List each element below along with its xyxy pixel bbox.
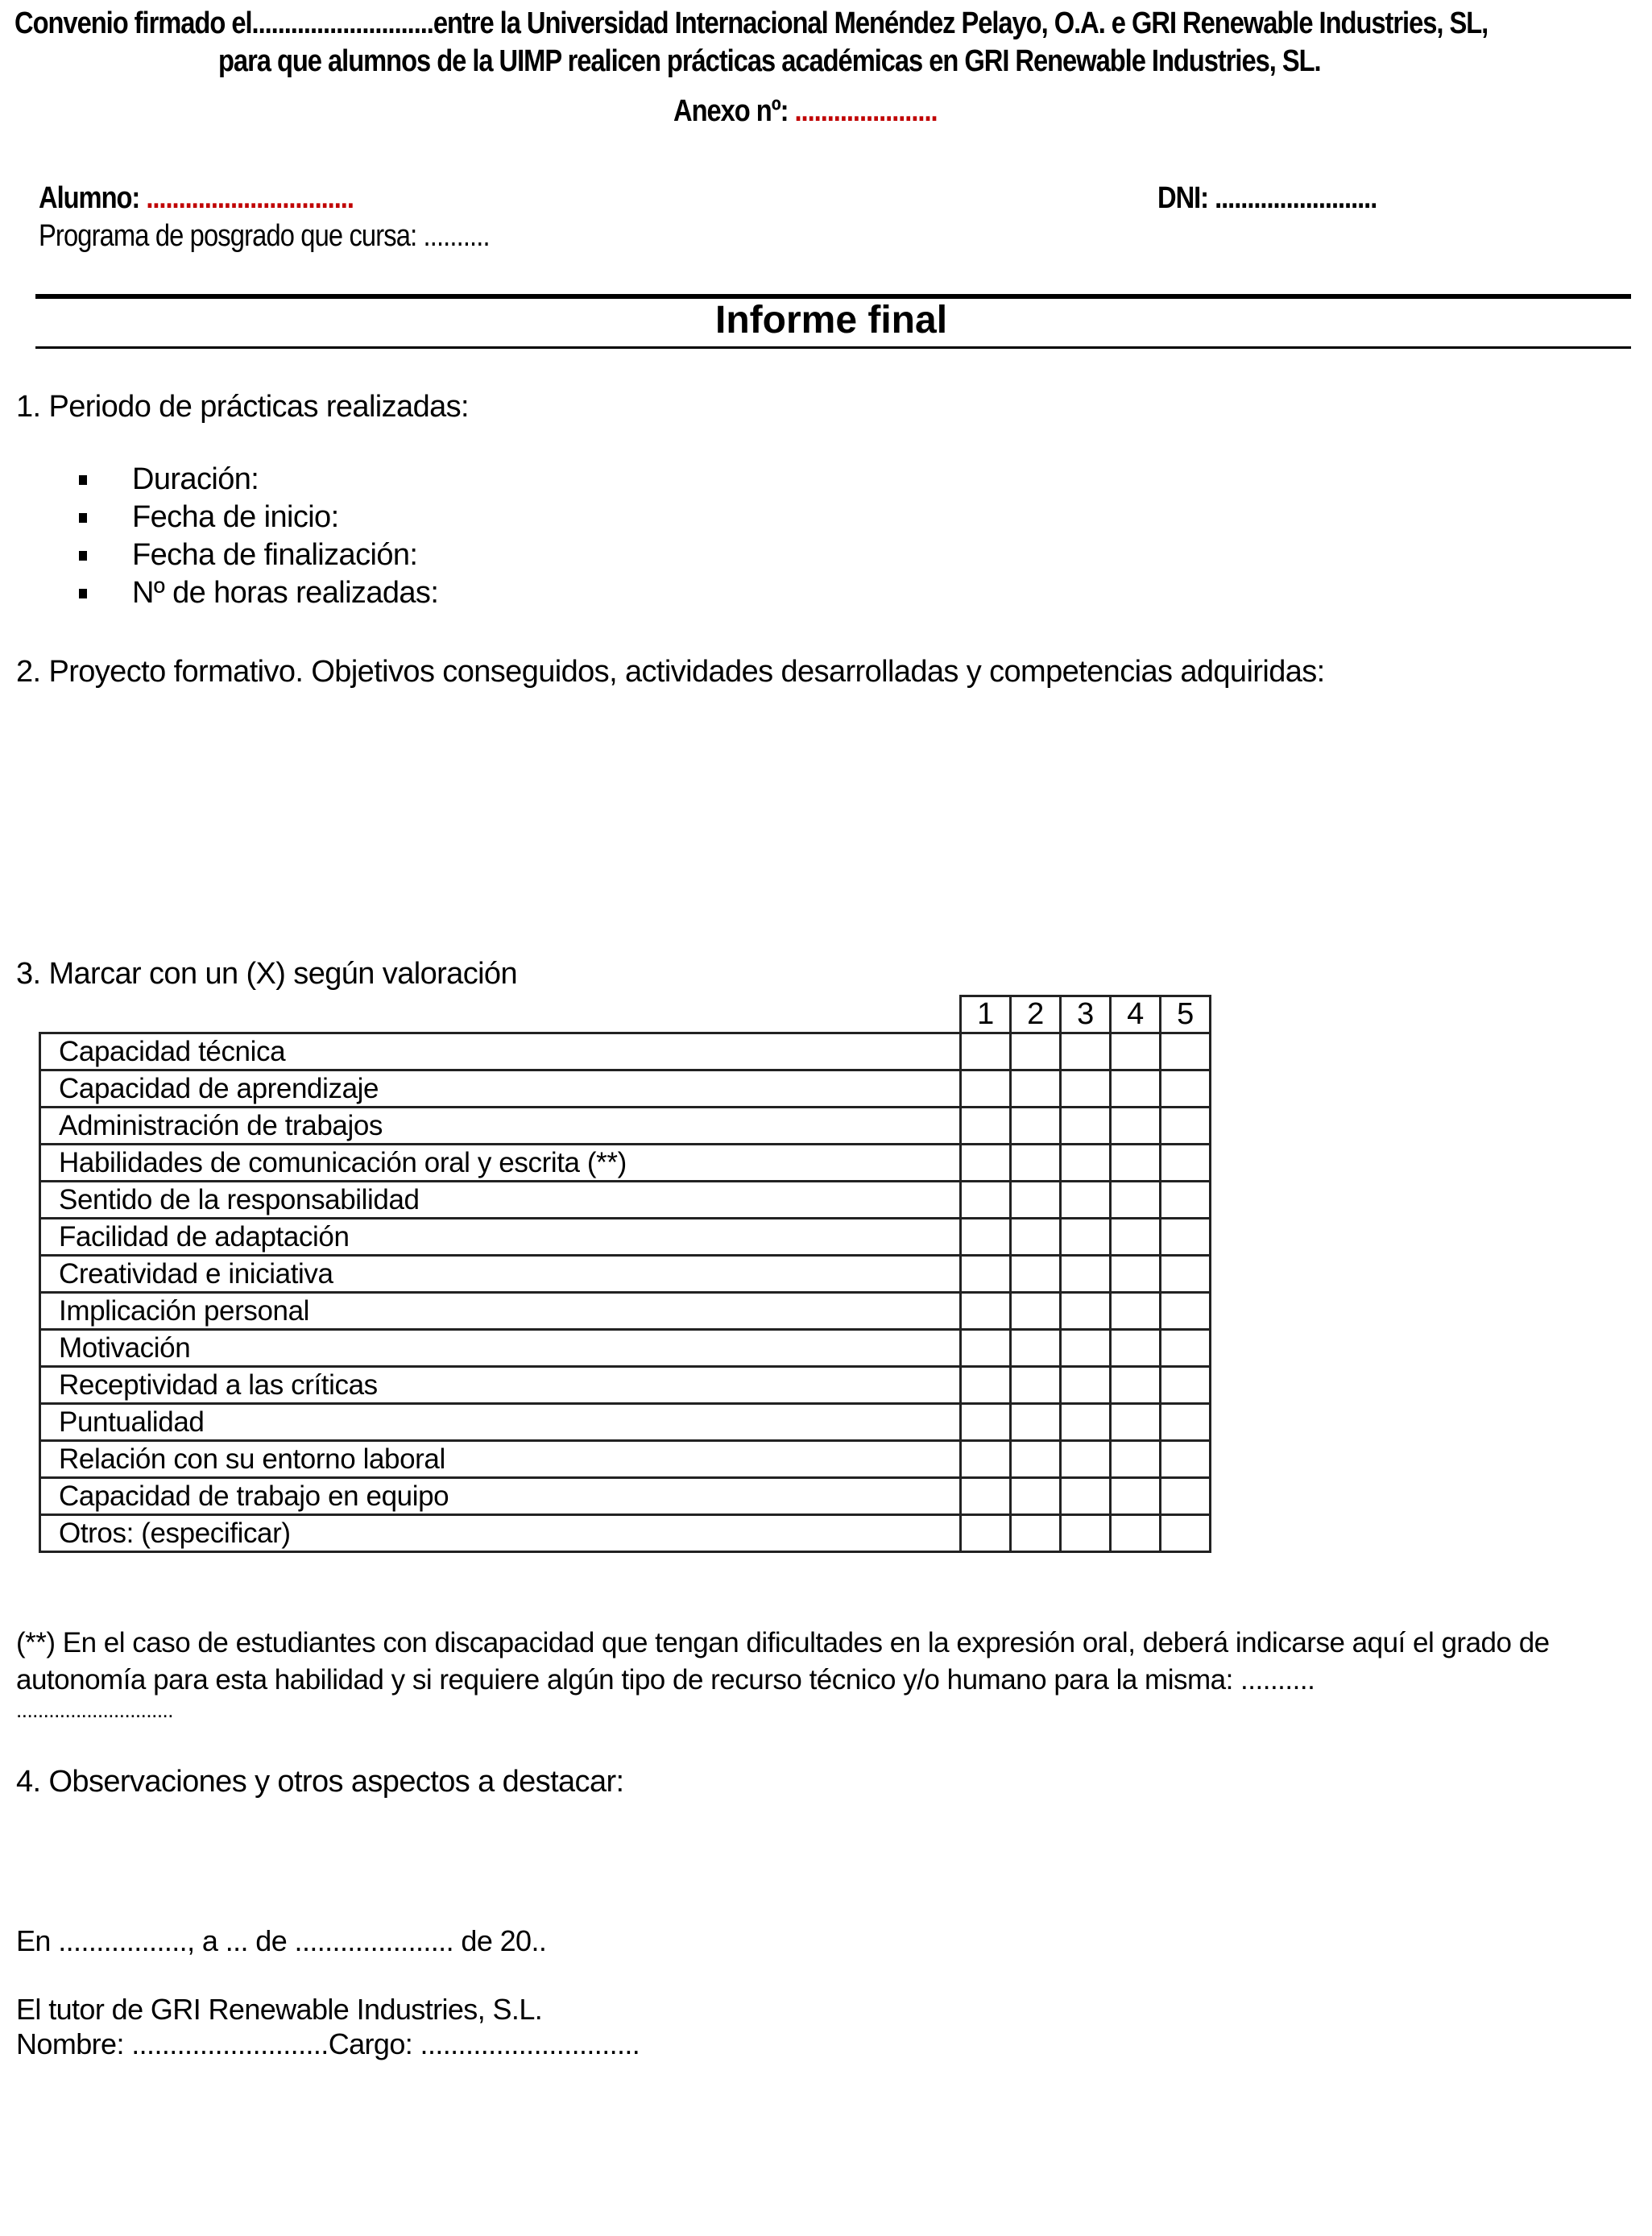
rating-cell-3[interactable] bbox=[1061, 1441, 1111, 1478]
criterion-label: Puntualidad bbox=[40, 1404, 961, 1441]
rating-cell-2[interactable] bbox=[1011, 1515, 1061, 1552]
table-row bbox=[40, 1478, 1211, 1515]
horas-label: Nº de horas realizadas: bbox=[132, 576, 439, 610]
table-row bbox=[40, 1367, 1211, 1404]
rating-cell-5[interactable] bbox=[1161, 1330, 1211, 1367]
rating-cell-3[interactable] bbox=[1061, 1367, 1111, 1404]
rating-cell-5[interactable] bbox=[1161, 1478, 1211, 1515]
programa-label: Programa de posgrado que cursa: bbox=[39, 219, 417, 253]
criterion-label: Receptividad a las críticas bbox=[40, 1367, 961, 1404]
rating-cell-4[interactable] bbox=[1111, 1441, 1161, 1478]
annex-number bbox=[673, 94, 938, 129]
programa-row bbox=[39, 219, 490, 254]
scale-header-4: 4 bbox=[1111, 996, 1161, 1033]
rating-cell-2[interactable] bbox=[1011, 1145, 1061, 1182]
table-row bbox=[40, 1182, 1211, 1219]
rating-cell-5[interactable] bbox=[1161, 1182, 1211, 1219]
rating-cell-4[interactable] bbox=[1111, 1108, 1161, 1145]
rating-cell-4[interactable] bbox=[1111, 1145, 1161, 1182]
rating-cell-2[interactable] bbox=[1011, 1256, 1061, 1293]
duracion-label: Duración: bbox=[132, 462, 259, 496]
rating-cell-1[interactable] bbox=[961, 1404, 1011, 1441]
rating-cell-4[interactable] bbox=[1111, 1070, 1161, 1108]
list-item-duracion bbox=[79, 461, 438, 499]
rating-cell-1[interactable] bbox=[961, 1367, 1011, 1404]
rating-cell-4[interactable] bbox=[1111, 1330, 1161, 1367]
rating-cell-5[interactable] bbox=[1161, 1404, 1211, 1441]
square-bullet-icon bbox=[79, 589, 87, 598]
criterion-label: Creatividad e iniciativa bbox=[40, 1256, 961, 1293]
rating-cell-2[interactable] bbox=[1011, 1033, 1061, 1070]
table-row bbox=[40, 1033, 1211, 1070]
rating-cell-3[interactable] bbox=[1061, 1219, 1111, 1256]
place-date-line[interactable]: En ................., a ... de ..................... de 20.. bbox=[16, 1924, 547, 1957]
rating-cell-1[interactable] bbox=[961, 1441, 1011, 1478]
period-details-list bbox=[79, 461, 438, 612]
rating-cell-4[interactable] bbox=[1111, 1515, 1161, 1552]
rating-cell-5[interactable] bbox=[1161, 1256, 1211, 1293]
fecha-fin-label: Fecha de finalización: bbox=[132, 538, 418, 572]
rating-cell-5[interactable] bbox=[1161, 1108, 1211, 1145]
rating-cell-2[interactable] bbox=[1011, 1293, 1061, 1330]
criterion-label: Habilidades de comunicación oral y escrita (**) bbox=[40, 1145, 961, 1182]
square-bullet-icon bbox=[79, 551, 87, 561]
rating-cell-3[interactable] bbox=[1061, 1515, 1111, 1552]
rating-cell-1[interactable] bbox=[961, 1108, 1011, 1145]
rating-cell-1[interactable] bbox=[961, 1293, 1011, 1330]
rating-cell-3[interactable] bbox=[1061, 1256, 1111, 1293]
rating-cell-3[interactable] bbox=[1061, 1404, 1111, 1441]
agreement-suffix: entre la Universidad Internacional Menéndez Pelayo, O.A. e GRI Renewable Industries, SL, bbox=[433, 6, 1488, 40]
criterion-label: Relación con su entorno laboral bbox=[40, 1441, 961, 1478]
footnote-line1: (**) En el caso de estudiantes con discapacidad que tengan dificultades en la expresión oral, deberá indicarse aquí el grado de bbox=[16, 1627, 1550, 1658]
section4-answer-area[interactable] bbox=[16, 1808, 1627, 1921]
rating-cell-2[interactable] bbox=[1011, 1330, 1061, 1367]
rating-cell-1[interactable] bbox=[961, 1033, 1011, 1070]
dni-field[interactable]: ......................... bbox=[1215, 181, 1377, 215]
table-row bbox=[40, 1219, 1211, 1256]
rating-cell-2[interactable] bbox=[1011, 1404, 1061, 1441]
table-row bbox=[40, 1293, 1211, 1330]
rating-cell-4[interactable] bbox=[1111, 1478, 1161, 1515]
rating-cell-4[interactable] bbox=[1111, 1182, 1161, 1219]
table-row bbox=[40, 1145, 1211, 1182]
rating-cell-3[interactable] bbox=[1061, 1293, 1111, 1330]
dni-row bbox=[1157, 181, 1377, 216]
section1-heading: 1. Periodo de prácticas realizadas: bbox=[16, 390, 469, 424]
alumno-field[interactable]: ................................ bbox=[146, 181, 354, 215]
list-item-fecha-inicio bbox=[79, 499, 438, 536]
annex-label: Anexo nº: bbox=[673, 94, 789, 128]
annex-number-field[interactable]: ...................... bbox=[794, 94, 938, 128]
table-row bbox=[40, 1070, 1211, 1108]
criterion-label: Capacidad de trabajo en equipo bbox=[40, 1478, 961, 1515]
rating-cell-5[interactable] bbox=[1161, 1033, 1211, 1070]
rating-cell-5[interactable] bbox=[1161, 1145, 1211, 1182]
rating-cell-1[interactable] bbox=[961, 1515, 1011, 1552]
section4-heading: 4. Observaciones y otros aspectos a destacar: bbox=[16, 1765, 624, 1799]
section2-answer-area[interactable] bbox=[16, 701, 1627, 942]
rating-cell-4[interactable] bbox=[1111, 1256, 1161, 1293]
rating-cell-4[interactable] bbox=[1111, 1033, 1161, 1070]
alumno-label: Alumno: bbox=[39, 181, 140, 215]
square-bullet-icon bbox=[79, 475, 87, 485]
rating-cell-2[interactable] bbox=[1011, 1441, 1061, 1478]
page-title: Informe final bbox=[715, 299, 948, 342]
rating-cell-2[interactable] bbox=[1011, 1219, 1061, 1256]
criterion-label: Capacidad de aprendizaje bbox=[40, 1070, 961, 1108]
criterion-label: Facilidad de adaptación bbox=[40, 1219, 961, 1256]
footnote-line3-field[interactable]: ............................. bbox=[16, 1698, 173, 1722]
rating-cell-1[interactable] bbox=[961, 1182, 1011, 1219]
rating-table bbox=[39, 995, 1211, 1553]
rating-cell-2[interactable] bbox=[1011, 1070, 1061, 1108]
rating-cell-3[interactable] bbox=[1061, 1033, 1111, 1070]
fecha-inicio-label: Fecha de inicio: bbox=[132, 500, 339, 534]
scale-header-3: 3 bbox=[1061, 996, 1111, 1033]
agreement-header-line2: para que alumnos de la UIMP realicen prácticas académicas en GRI Renewable Industries, SL. bbox=[218, 44, 1321, 78]
table-row bbox=[40, 1404, 1211, 1441]
rating-cell-3[interactable] bbox=[1061, 1478, 1111, 1515]
table-row bbox=[40, 1441, 1211, 1478]
rating-cell-3[interactable] bbox=[1061, 1330, 1111, 1367]
rating-cell-5[interactable] bbox=[1161, 1070, 1211, 1108]
criterion-label: Sentido de la responsabilidad bbox=[40, 1182, 961, 1219]
agreement-prefix: Convenio firmado el bbox=[14, 6, 252, 40]
rating-cell-1[interactable] bbox=[961, 1478, 1011, 1515]
square-bullet-icon bbox=[79, 513, 87, 523]
rating-cell-4[interactable] bbox=[1111, 1219, 1161, 1256]
list-item-horas bbox=[79, 574, 438, 612]
name-cargo-line[interactable]: Nombre: ..........................Cargo: ............................. bbox=[16, 2027, 640, 2060]
programa-field[interactable]: .......... bbox=[423, 219, 490, 253]
rating-cell-3[interactable] bbox=[1061, 1182, 1111, 1219]
agreement-date-field[interactable]: ............................ bbox=[251, 6, 433, 40]
section2-heading: 2. Proyecto formativo. Objetivos conseguidos, actividades desarrolladas y competencias adquiridas: bbox=[16, 655, 1325, 689]
rating-cell-1[interactable] bbox=[961, 1256, 1011, 1293]
rating-cell-5[interactable] bbox=[1161, 1293, 1211, 1330]
rating-header-row bbox=[40, 996, 1211, 1033]
dni-label: DNI: bbox=[1157, 181, 1209, 215]
scale-header-5: 5 bbox=[1161, 996, 1211, 1033]
criterion-label: Implicación personal bbox=[40, 1293, 961, 1330]
student-name-row bbox=[39, 181, 354, 216]
rating-cell-2[interactable] bbox=[1011, 1478, 1061, 1515]
agreement-header-line1 bbox=[14, 6, 1488, 41]
rating-cell-5[interactable] bbox=[1161, 1367, 1211, 1404]
rating-cell-4[interactable] bbox=[1111, 1367, 1161, 1404]
rating-cell-1[interactable] bbox=[961, 1070, 1011, 1108]
tutor-line: El tutor de GRI Renewable Industries, S.L. bbox=[16, 1993, 543, 2026]
criterion-label: Administración de trabajos bbox=[40, 1108, 961, 1145]
table-row bbox=[40, 1108, 1211, 1145]
rating-cell-3[interactable] bbox=[1061, 1145, 1111, 1182]
rating-cell-2[interactable] bbox=[1011, 1182, 1061, 1219]
rating-cell-3[interactable] bbox=[1061, 1070, 1111, 1108]
rating-cell-1[interactable] bbox=[961, 1145, 1011, 1182]
rating-cell-2[interactable] bbox=[1011, 1108, 1061, 1145]
header-blank-cell bbox=[40, 996, 961, 1033]
rating-cell-5[interactable] bbox=[1161, 1441, 1211, 1478]
title-bottom-rule bbox=[35, 346, 1631, 349]
rating-cell-3[interactable] bbox=[1061, 1108, 1111, 1145]
rating-cell-4[interactable] bbox=[1111, 1293, 1161, 1330]
rating-cell-1[interactable] bbox=[961, 1330, 1011, 1367]
rating-cell-2[interactable] bbox=[1011, 1367, 1061, 1404]
criterion-label: Motivación bbox=[40, 1330, 961, 1367]
footnote-line2: autonomía para esta habilidad y si requiere algún tipo de recurso técnico y/o humano para la misma: .......... bbox=[16, 1664, 1315, 1696]
rating-cell-5[interactable] bbox=[1161, 1219, 1211, 1256]
rating-cell-1[interactable] bbox=[961, 1219, 1011, 1256]
section3-heading: 3. Marcar con un (X) según valoración bbox=[16, 957, 518, 991]
rating-cell-4[interactable] bbox=[1111, 1404, 1161, 1441]
rating-cell-5[interactable] bbox=[1161, 1515, 1211, 1552]
criterion-label: Otros: (especificar) bbox=[40, 1515, 961, 1552]
table-row bbox=[40, 1515, 1211, 1552]
list-item-fecha-fin bbox=[79, 536, 438, 574]
scale-header-1: 1 bbox=[961, 996, 1011, 1033]
table-row bbox=[40, 1256, 1211, 1293]
criterion-label: Capacidad técnica bbox=[40, 1033, 961, 1070]
scale-header-2: 2 bbox=[1011, 996, 1061, 1033]
table-row bbox=[40, 1330, 1211, 1367]
